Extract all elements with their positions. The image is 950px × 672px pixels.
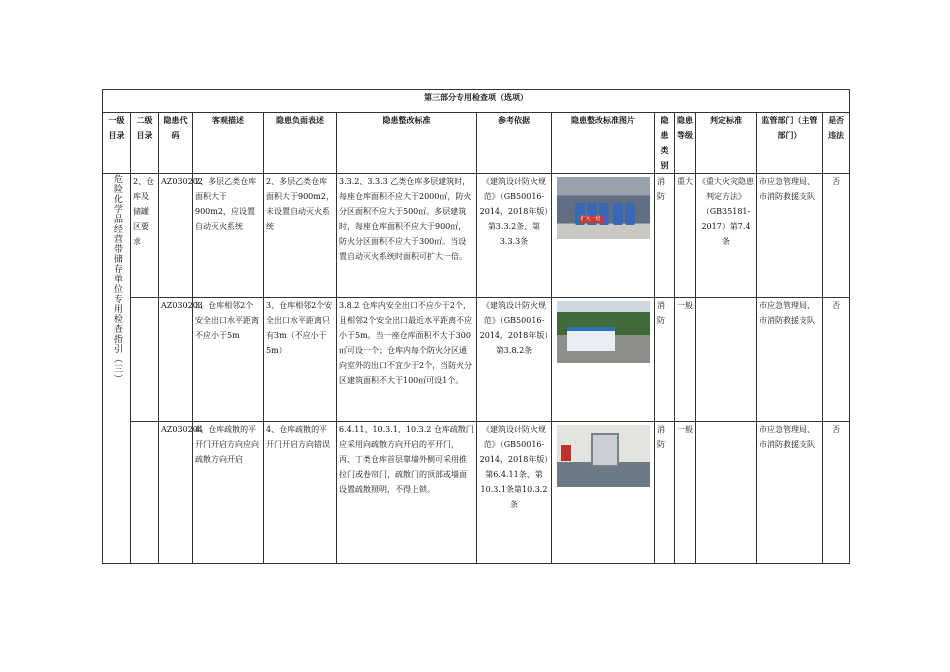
image-cell xyxy=(552,422,655,564)
standard-cell: 6.4.11、10.3.1、10.3.2 仓库疏散门应采用向疏散方向开启的平开门，丙、丁类仓库首层靠墙外侧可采用推拉门或卷帘门，疏散门的顶部或墙面设置疏散照明，不得上锁。 xyxy=(337,422,477,564)
objective-cell: 2、多层乙类仓库面积大于900m2，应设置自动灭火系统 xyxy=(193,174,264,298)
header-negative: 隐患负面表述 xyxy=(264,113,337,174)
header-standard: 隐患整改标准 xyxy=(337,113,477,174)
level2-cell xyxy=(131,174,159,298)
code-cell: AZ030204 xyxy=(159,422,193,564)
grade-cell: 一般 xyxy=(675,298,696,422)
department-cell: 市应急管理局、市消防救援支队 xyxy=(757,298,823,422)
header-level1: 一级目录 xyxy=(103,113,131,174)
header-grade: 隐患等级 xyxy=(675,113,696,174)
standard-cell: 3.8.2 仓库内安全出口不应少于2个，且相邻2个安全出口最近水平距离不应小于5m。当一座仓库面积不大于300㎡可设一个；仓库内每个防火分区通向室外的出口不宜少于2个，当防火分区建筑面积不大于100㎡可设1个。 xyxy=(337,298,477,422)
header-category: 隐患类别 xyxy=(655,113,675,174)
photo-tag: 扩大一倍 xyxy=(580,216,601,222)
reference-cell: 《建筑设计防火规范》（GB50016-2014，2018年版）第3.3.2条、第3.3.3条 xyxy=(477,174,552,298)
objective-cell: 4、仓库疏散的平开门开启方向应向疏散方向开启 xyxy=(193,422,264,564)
negative-cell: 4、仓库疏散的平开门开启方向错误 xyxy=(264,422,337,564)
header-image: 隐患整改标准图片 xyxy=(552,113,655,174)
illegal-cell: 否 xyxy=(823,298,850,422)
header-criteria: 判定标准 xyxy=(696,113,757,174)
category-cell: 消防 xyxy=(655,298,675,422)
reference-cell: 《建筑设计防火规范》（GB50016-2014，2018年版）第3.8.2条 xyxy=(477,298,552,422)
table-row xyxy=(103,298,850,422)
level2-text: 2、仓库及储罐区要求 xyxy=(133,177,155,246)
header-level2: 二级目录 xyxy=(131,113,159,174)
header-objective: 客观描述 xyxy=(193,113,264,174)
header-code: 隐患代码 xyxy=(159,113,193,174)
department-cell: 市应急管理局、市消防救援支队 xyxy=(757,174,823,298)
grade-cell: 一般 xyxy=(675,422,696,564)
department-cell: 市应急管理局、市消防救援支队 xyxy=(757,422,823,564)
image-cell xyxy=(552,298,655,422)
inspection-table xyxy=(102,89,850,564)
level1-cell xyxy=(103,174,131,564)
code-cell: AZ030203 xyxy=(159,298,193,422)
criteria-cell: 《重大火灾隐患判定方法》（GB35181-2017）第7.4条 xyxy=(696,174,757,298)
level2-cell-empty xyxy=(131,298,159,422)
table-row xyxy=(103,174,850,298)
criteria-cell xyxy=(696,298,757,422)
header-reference: 参考依据 xyxy=(477,113,552,174)
table-title: 第三部分专用检查项（选项） xyxy=(103,90,850,113)
standard-cell: 3.3.2、3.3.3 乙类仓库多层建筑时，每座仓库面积不应大于2000㎡，防火分区面积不应大于500㎡。多层建筑时，每座仓库面积不应大于900㎡，防火分区面积不应大于300㎡。当设置自动灭火系统时面积可扩大一倍。 xyxy=(337,174,477,298)
category-cell: 消防 xyxy=(655,174,675,298)
level2-cell-empty xyxy=(131,422,159,564)
category-cell: 消防 xyxy=(655,422,675,564)
header-illegal: 是否违法 xyxy=(823,113,850,174)
level1-text: 危险化学品经营带储存单位专用检查指引（三） xyxy=(112,174,122,384)
grade-cell: 重大 xyxy=(675,174,696,298)
header-department: 监管部门（主管部门） xyxy=(757,113,823,174)
negative-cell: 2、多层乙类仓库面积大于900m2，未设置自动灭火系统 xyxy=(264,174,337,298)
illegal-cell: 否 xyxy=(823,422,850,564)
objective-cell: 3、仓库相邻2个安全出口水平距离不应小于5m xyxy=(193,298,264,422)
image-cell xyxy=(552,174,655,298)
warehouse-exterior-photo xyxy=(557,301,650,363)
illegal-cell: 否 xyxy=(823,174,850,298)
warehouse-door-photo xyxy=(557,425,650,487)
table-row xyxy=(103,422,850,564)
reference-cell: 《建筑设计防火规范》（GB50016-2014，2018年版）第6.4.11条、第10.3.1条第10.3.2条 xyxy=(477,422,552,564)
warehouse-drums-photo xyxy=(557,177,650,239)
criteria-cell xyxy=(696,422,757,564)
code-cell: AZ030202 xyxy=(159,174,193,298)
negative-cell: 3、仓库相邻2个安全出口水平距离只有3m（不应小于5m） xyxy=(264,298,337,422)
